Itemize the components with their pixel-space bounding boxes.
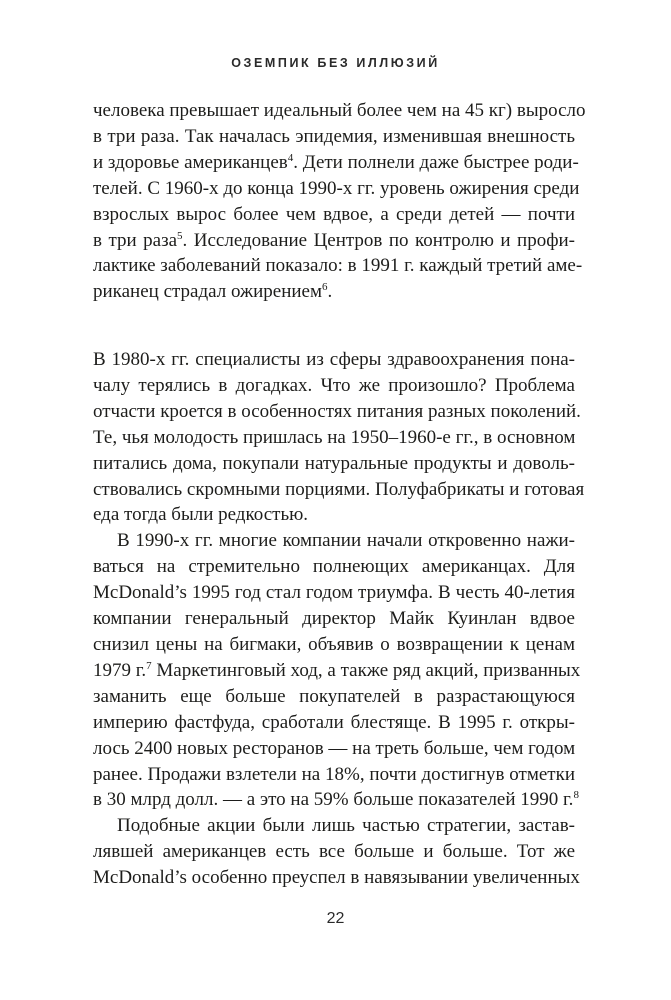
text-line: в три раза$^5$. Исследование Центров по контролю и профи- [93,229,576,251]
paragraph [93,528,581,813]
text-block-top [93,98,586,305]
text-line: человека превышает идеальный более чем на 45 кг) выросло [93,100,586,121]
text-line: и здоровье американцев$^4$. Дети полнели даже быстрее роди- [93,151,579,173]
text-line: McDonald’s особенно преуспел в навязывании увеличенных [93,867,580,889]
text-line: снизил цены на бигмаки, объявив о возвращении к ценам [93,633,575,655]
text-line: 1979 г.$^7$ Маркетинговый ход, а также ряд акций, призванных [93,659,581,681]
footnote-ref: 5 [177,229,183,242]
text-line: ствовались скромными порциями. Полуфабрикаты и готовая [93,478,585,500]
text-line: еда тогда были редкостью. [93,504,309,526]
text-line: ваться на стремительно полнеющих американцах. Для [93,556,575,578]
text-line: компании генеральный директор Майк Куинлан вдвое [93,608,575,630]
text-line: McDonald’s 1995 год стал годом триумфа. В честь 40-летия [93,582,575,604]
text-line: Подобные акции были лишь частью стратегии, застав- [117,815,575,837]
paragraph [93,98,586,305]
text-line: лявшей американцев есть все больше и больше. Тот же [93,841,575,863]
text-line: взрослых вырос более чем вдвое, а среди детей — почти [93,203,575,225]
text-line: риканец страдал ожирением$^6$. [93,281,333,303]
text-line: отчасти кроется в особенностях питания разных поколений. [93,400,581,422]
text-line: лактике заболеваний показало: в 1991 г. каждый третий аме- [93,255,583,277]
text-block-main [93,347,585,891]
text-line: в 30 млрд долл. — а это на 59% больше показателей 1990 г.$^8$ [93,789,579,811]
page-number: 22 [326,910,345,927]
text-line: в три раза. Так началась эпидемия, изменившая внешность [93,125,575,147]
text-line: лось 2400 новых ресторанов — на треть больше, чем годом [93,737,576,759]
text-line: телей. С 1960-х до конца 1990-х гг. уровень ожирения среди [93,177,580,199]
text-line: В 1990-х гг. многие компании начали откровенно нажи- [117,530,575,552]
running-head: ОЗЕМПИК БЕЗ ИЛЛЮЗИЙ [231,56,440,70]
footnote-ref: 4 [287,151,294,164]
text-line: Те, чья молодость пришлась на 1950–1960-е гг., в основном [93,426,576,448]
text-line: питались дома, покупали натуральные продукты и доволь- [93,452,575,474]
text-line: ранее. Продажи взлетели на 18%, почти достигнув отметки [93,763,575,785]
footnote-ref: 6 [322,281,328,294]
paragraph [93,347,585,528]
text-line: империю фастфуда, сработали блестяще. В 1995 г. откры- [93,711,575,733]
text-line: В 1980-х гг. специалисты из сферы здравоохранения пона- [93,349,575,370]
footnote-ref: 7 [146,659,152,672]
footnote-ref: 8 [573,789,579,802]
paragraph [93,813,580,891]
text-line: чалу терялись в догадках. Что же произошло? Проблема [93,374,575,396]
text-line: заманить еще больше покупателей в разрастающуюся [93,685,575,707]
